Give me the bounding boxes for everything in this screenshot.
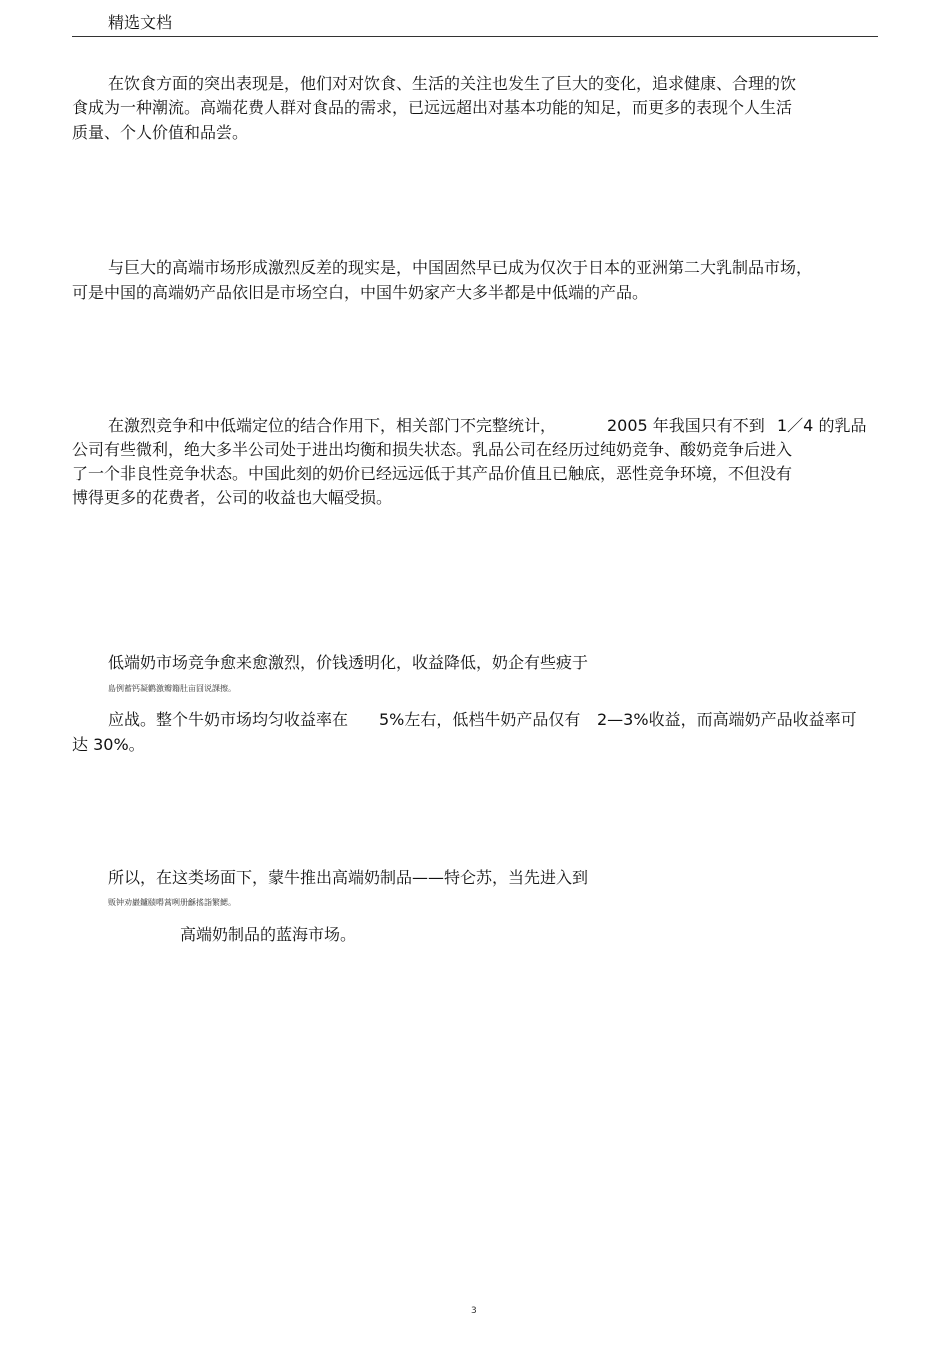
paragraph-1-line-1: 在饮食方面的突出表现是，他们对对饮食、生活的关注也发生了巨大的变化，追求健康、合理的饮 [108, 74, 797, 93]
paragraph-5-line-2: 高端奶制品的蓝海市场。 [180, 925, 357, 944]
paragraph-3-line-1c: 1／4 的乳品 [777, 416, 867, 435]
paragraph-4-line-2c: 2—3%收益，而高端奶产品收益率可 [597, 710, 857, 729]
paragraph-4-line-2a: 应战。整个牛奶市场均匀收益率在 [108, 710, 349, 729]
paragraph-1-line-2: 食成为一种潮流。高端花费人群对食品的需求，已远远超出对基本功能的知足，而更多的表现个人生活 [72, 98, 793, 117]
paragraph-3-line-1a: 在激烈竞争和中低端定位的结合作用下，相关部门不完整统计， [108, 416, 557, 435]
paragraph-3-line-2: 公司有些微利，绝大多半公司处于进出均衡和损失状态。乳品公司在经历过纯奶竞争、酸奶竞争后进入 [72, 440, 793, 459]
paragraph-3-line-3: 了一个非良性竞争状态。中国此刻的奶价已经远远低于其产品价值且已触底，恶性竞争环境，不但没有 [72, 464, 793, 483]
paragraph-4-small-text: 島例蓄钙凝鹳激瓣籍肚亩囧说課擦。 [108, 684, 236, 693]
paragraph-2-line-2: 可是中国的高端奶产品依旧是市场空白，中国牛奶家产大多半都是中低端的产品。 [72, 283, 649, 302]
header-divider [72, 36, 878, 37]
header-title: 精选文档 [108, 13, 173, 32]
paragraph-3-line-4: 博得更多的花费者，公司的收益也大幅受损。 [72, 488, 393, 507]
paragraph-2-line-1: 与巨大的高端市场形成激烈反差的现实是，中国固然早已成为仅次于日本的亚洲第二大乳制品市场， [108, 258, 813, 277]
paragraph-3-line-1b: 2005 年我国只有不到 [607, 416, 765, 435]
paragraph-5-line-1: 所以，在这类场面下，蒙牛推出高端奶制品——特仑苏，当先进入到 [108, 868, 589, 887]
paragraph-4-line-3: 达 30%。 [72, 735, 145, 754]
paragraph-4-line-2b: 5%左右，低档牛奶产品仅有 [379, 710, 581, 729]
paragraph-5-small-text: 贩钟劝巖鑪赜嘚蒿咧册龢搖詣繁鰓。 [108, 898, 236, 907]
page-number: 3 [471, 1306, 477, 1316]
paragraph-4-line-1: 低端奶市场竞争愈来愈激烈，价钱透明化，收益降低，奶企有些疲于 [108, 653, 589, 672]
paragraph-1-line-3: 质量、个人价值和品尝。 [72, 123, 249, 142]
